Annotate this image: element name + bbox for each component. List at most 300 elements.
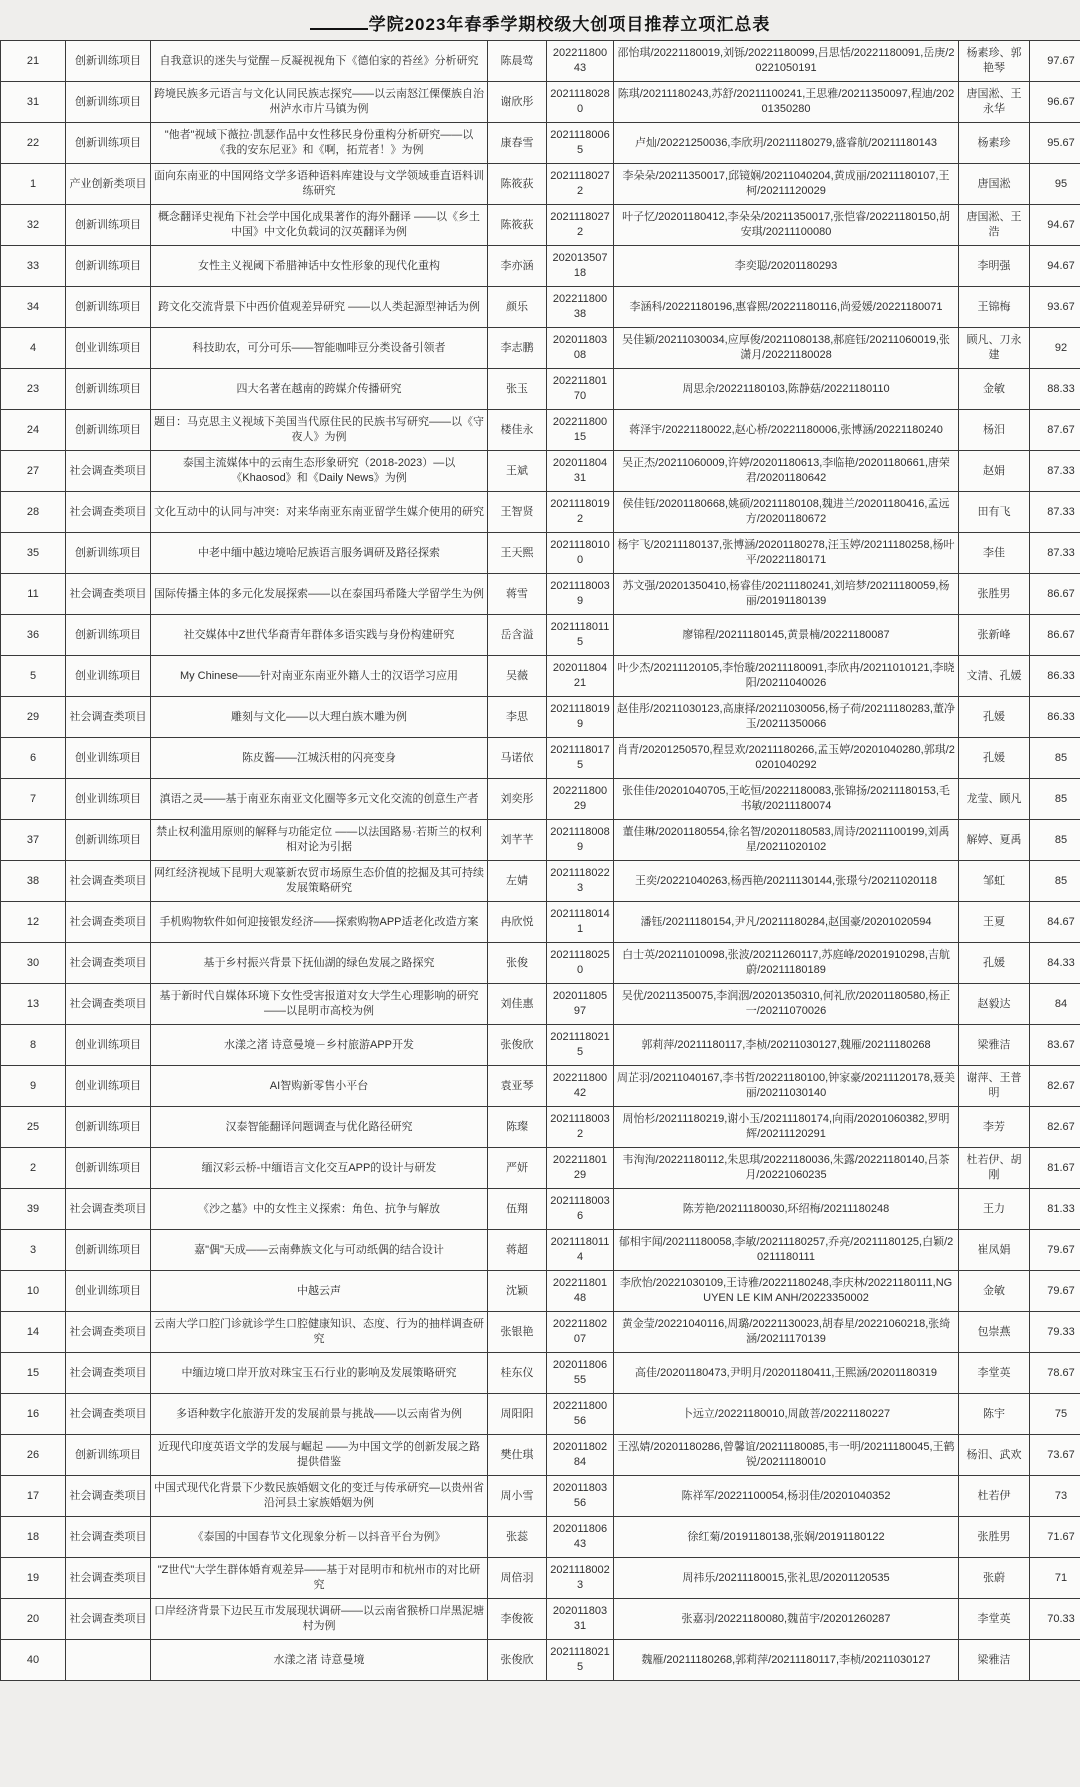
cell-type: 创新训练项目 bbox=[66, 1107, 151, 1148]
cell-student_id: 20211180023 bbox=[547, 1558, 614, 1599]
cell-leader: 刘佳惠 bbox=[488, 984, 547, 1025]
cell-no: 12 bbox=[1, 902, 66, 943]
cell-student_id: 20221180043 bbox=[547, 41, 614, 82]
cell-title: 跨境民族多元语言与文化认同民族志探究——以云南怒江傈僳族自治州泸水市片马镇为例 bbox=[151, 82, 488, 123]
cell-score: 73.67 bbox=[1030, 1435, 1080, 1476]
cell-type: 创新训练项目 bbox=[66, 1230, 151, 1271]
cell-score: 84 bbox=[1030, 984, 1080, 1025]
cell-advisors: 王夏 bbox=[959, 902, 1030, 943]
cell-type: 社会调查类项目 bbox=[66, 697, 151, 738]
cell-leader: 李亦涵 bbox=[488, 246, 547, 287]
table-row bbox=[1, 205, 1080, 246]
cell-type: 社会调查类项目 bbox=[66, 861, 151, 902]
cell-score: 95.67 bbox=[1030, 123, 1080, 164]
cell-student_id: 20201180308 bbox=[547, 328, 614, 369]
cell-type: 创业训练项目 bbox=[66, 1271, 151, 1312]
cell-no: 6 bbox=[1, 738, 66, 779]
cell-members: 吴优/20211350075,李润洇/20201350310,何礼欣/20201180580,杨正一/20211070026 bbox=[614, 984, 959, 1025]
cell-score: 92 bbox=[1030, 328, 1080, 369]
cell-leader: 张银艳 bbox=[488, 1312, 547, 1353]
cell-leader: 周小雪 bbox=[488, 1476, 547, 1517]
cell-score: 71 bbox=[1030, 1558, 1080, 1599]
table-row bbox=[1, 369, 1080, 410]
cell-leader: 蒋雪 bbox=[488, 574, 547, 615]
cell-members: 王奕/20221040263,杨西艳/20211130144,张璟兮/20211020118 bbox=[614, 861, 959, 902]
cell-type: 创新训练项目 bbox=[66, 615, 151, 656]
cell-advisors: 李芳 bbox=[959, 1107, 1030, 1148]
cell-leader: 刘奕彤 bbox=[488, 779, 547, 820]
table-row bbox=[1, 492, 1080, 533]
cell-type: 创新训练项目 bbox=[66, 287, 151, 328]
table-row bbox=[1, 451, 1080, 492]
cell-type: 创新训练项目 bbox=[66, 246, 151, 287]
cell-title: 禁止权利滥用原则的解释与功能定位 ——以法国路易·若斯兰的权利相对论为引据 bbox=[151, 820, 488, 861]
cell-score: 85 bbox=[1030, 820, 1080, 861]
cell-type: 社会调查类项目 bbox=[66, 574, 151, 615]
cell-members: 杨宇飞/20211180137,张博涵/20201180278,汪玉婷/20211180258,杨叶平/20221180171 bbox=[614, 533, 959, 574]
cell-student_id: 20211180250 bbox=[547, 943, 614, 984]
cell-student_id: 20211180215 bbox=[547, 1025, 614, 1066]
cell-score: 79.67 bbox=[1030, 1271, 1080, 1312]
cell-members: 周芷羽/20211040167,李书哲/20221180100,钟家豪/20211120178,聂美丽/20211030140 bbox=[614, 1066, 959, 1107]
cell-score: 97.67 bbox=[1030, 41, 1080, 82]
cell-student_id: 20221180015 bbox=[547, 410, 614, 451]
cell-title: 手机购物软件如何迎接银发经济——探索购物APP适老化改造方案 bbox=[151, 902, 488, 943]
cell-title: 口岸经济背景下边民互市发展现状调研——以云南省猴桥口岸黑泥塘村为例 bbox=[151, 1599, 488, 1640]
cell-advisors: 张胜男 bbox=[959, 1517, 1030, 1558]
table-row bbox=[1, 738, 1080, 779]
cell-members: 叶少杰/20211120105,李怡璇/20211180091,李欣冉/20211010121,李晓阳/20211040026 bbox=[614, 656, 959, 697]
cell-score: 94.67 bbox=[1030, 246, 1080, 287]
table-row bbox=[1, 615, 1080, 656]
cell-advisors: 唐国淞、王永华 bbox=[959, 82, 1030, 123]
cell-type bbox=[66, 1640, 151, 1681]
cell-student_id: 20211180115 bbox=[547, 615, 614, 656]
cell-score: 83.67 bbox=[1030, 1025, 1080, 1066]
cell-score: 86.67 bbox=[1030, 615, 1080, 656]
cell-score: 85 bbox=[1030, 861, 1080, 902]
cell-members: 廖锦程/20211180145,黄景楠/20221180087 bbox=[614, 615, 959, 656]
cell-leader: 王智贤 bbox=[488, 492, 547, 533]
cell-members: 白士英/20211010098,张波/20211260117,苏庭峰/20201910298,吉航蔚/20211180189 bbox=[614, 943, 959, 984]
cell-leader: 楼佳永 bbox=[488, 410, 547, 451]
table-row bbox=[1, 656, 1080, 697]
table-row bbox=[1, 1107, 1080, 1148]
cell-type: 社会调查类项目 bbox=[66, 984, 151, 1025]
cell-score: 82.67 bbox=[1030, 1107, 1080, 1148]
cell-score: 81.33 bbox=[1030, 1189, 1080, 1230]
cell-type: 创新训练项目 bbox=[66, 533, 151, 574]
cell-members: 陈琪/20211180243,苏舒/20211100241,王思雅/20211350097,程迪/20201350280 bbox=[614, 82, 959, 123]
cell-advisors: 孔媛 bbox=[959, 697, 1030, 738]
cell-leader: 颜乐 bbox=[488, 287, 547, 328]
cell-no: 2 bbox=[1, 1148, 66, 1189]
cell-type: 创业训练项目 bbox=[66, 779, 151, 820]
cell-no: 13 bbox=[1, 984, 66, 1025]
cell-student_id: 20211180032 bbox=[547, 1107, 614, 1148]
cell-members: 黄金莹/20221040116,周璐/20221130023,胡春星/20221060218,张绮涵/20211170139 bbox=[614, 1312, 959, 1353]
cell-title: 四大名著在越南的跨媒介传播研究 bbox=[151, 369, 488, 410]
cell-student_id: 20221180042 bbox=[547, 1066, 614, 1107]
cell-leader: 李思 bbox=[488, 697, 547, 738]
cell-type: 创新训练项目 bbox=[66, 410, 151, 451]
table-row bbox=[1, 1230, 1080, 1271]
cell-type: 社会调查类项目 bbox=[66, 1599, 151, 1640]
table-row bbox=[1, 574, 1080, 615]
cell-score: 81.67 bbox=[1030, 1148, 1080, 1189]
project-summary-table bbox=[0, 40, 1080, 1681]
cell-type: 社会调查类项目 bbox=[66, 1558, 151, 1599]
cell-no: 28 bbox=[1, 492, 66, 533]
table-row bbox=[1, 1558, 1080, 1599]
cell-advisors: 谢萍、王普明 bbox=[959, 1066, 1030, 1107]
cell-advisors: 杨素珍 bbox=[959, 123, 1030, 164]
cell-student_id: 20211180175 bbox=[547, 738, 614, 779]
cell-no: 1 bbox=[1, 164, 66, 205]
cell-student_id: 20201180597 bbox=[547, 984, 614, 1025]
cell-advisors: 顾凡、刀永建 bbox=[959, 328, 1030, 369]
cell-score: 79.33 bbox=[1030, 1312, 1080, 1353]
cell-leader: 张俊欣 bbox=[488, 1025, 547, 1066]
cell-student_id: 20201350718 bbox=[547, 246, 614, 287]
table-row bbox=[1, 1599, 1080, 1640]
cell-title: 中国式现代化背景下少数民族婚姻文化的变迁与传承研究—以贵州省沿河县土家族婚姻为例 bbox=[151, 1476, 488, 1517]
cell-advisors: 田有飞 bbox=[959, 492, 1030, 533]
cell-student_id: 20221180207 bbox=[547, 1312, 614, 1353]
cell-members: 周思余/20221180103,陈静菇/20221180110 bbox=[614, 369, 959, 410]
cell-student_id: 20221180170 bbox=[547, 369, 614, 410]
cell-leader: 严妍 bbox=[488, 1148, 547, 1189]
table-row bbox=[1, 1148, 1080, 1189]
cell-student_id: 20211180272 bbox=[547, 205, 614, 246]
cell-title: "Z世代"大学生群体婚育观差异——基于对昆明市和杭州市的对比研究 bbox=[151, 1558, 488, 1599]
cell-leader: 伍翔 bbox=[488, 1189, 547, 1230]
cell-members: 董佳琳/20201180554,徐名智/20201180583,周诗/20211100199,刘禹星/20211020102 bbox=[614, 820, 959, 861]
cell-leader: 马诺依 bbox=[488, 738, 547, 779]
cell-members: 周祎乐/20211180015,张礼思/20201120535 bbox=[614, 1558, 959, 1599]
cell-members: 陈祥军/20221100054,杨羽佳/20201040352 bbox=[614, 1476, 959, 1517]
cell-advisors: 李堂英 bbox=[959, 1353, 1030, 1394]
cell-advisors: 邹虹 bbox=[959, 861, 1030, 902]
cell-student_id: 20201180655 bbox=[547, 1353, 614, 1394]
cell-advisors: 梁雅洁 bbox=[959, 1640, 1030, 1681]
page-title bbox=[0, 0, 1080, 34]
cell-advisors: 包崇燕 bbox=[959, 1312, 1030, 1353]
table-row bbox=[1, 164, 1080, 205]
table-row bbox=[1, 246, 1080, 287]
cell-advisors: 李明强 bbox=[959, 246, 1030, 287]
cell-members: 周怡杉/20211180219,谢小玉/20211180174,向雨/20201060382,罗明辉/20211120291 bbox=[614, 1107, 959, 1148]
cell-no: 26 bbox=[1, 1435, 66, 1476]
cell-type: 创业训练项目 bbox=[66, 328, 151, 369]
cell-title: 中老中缅中越边境哈尼族语言服务调研及路径探索 bbox=[151, 533, 488, 574]
cell-student_id: 20211180039 bbox=[547, 574, 614, 615]
cell-advisors: 杜若伊 bbox=[959, 1476, 1030, 1517]
cell-leader: 王斌 bbox=[488, 451, 547, 492]
cell-title: My Chinese——针对南亚东南亚外籍人士的汉语学习应用 bbox=[151, 656, 488, 697]
cell-no: 34 bbox=[1, 287, 66, 328]
cell-title: 题目：马克思主义视域下美国当代原住民的民族书写研究——以《守夜人》为例 bbox=[151, 410, 488, 451]
cell-members: 李欣怡/20221030109,王诗雅/20221180248,李庆林/20221180111,NGUYEN LE KIM ANH/20223350002 bbox=[614, 1271, 959, 1312]
cell-advisors: 赵毅达 bbox=[959, 984, 1030, 1025]
cell-type: 创新训练项目 bbox=[66, 369, 151, 410]
cell-type: 社会调查类项目 bbox=[66, 1476, 151, 1517]
cell-student_id: 20211180089 bbox=[547, 820, 614, 861]
cell-leader: 康春雪 bbox=[488, 123, 547, 164]
table-row bbox=[1, 1271, 1080, 1312]
cell-type: 创新训练项目 bbox=[66, 205, 151, 246]
cell-score: 88.33 bbox=[1030, 369, 1080, 410]
cell-title: 雕刻与文化——以大理白族木雕为例 bbox=[151, 697, 488, 738]
cell-title: 泰国主流媒体中的云南生态形象研究（2018-2023）—以《Khaosod》和《Daily News》为例 bbox=[151, 451, 488, 492]
cell-leader: 张玉 bbox=[488, 369, 547, 410]
cell-no: 10 bbox=[1, 1271, 66, 1312]
table-row bbox=[1, 41, 1080, 82]
cell-type: 创业训练项目 bbox=[66, 738, 151, 779]
cell-type: 社会调查类项目 bbox=[66, 943, 151, 984]
page-title-text: 学院2023年春季学期校级大创项目推荐立项汇总表 bbox=[368, 15, 771, 34]
cell-type: 创新训练项目 bbox=[66, 41, 151, 82]
cell-no: 31 bbox=[1, 82, 66, 123]
cell-title: 云南大学口腔门诊就诊学生口腔健康知识、态度、行为的抽样调查研究 bbox=[151, 1312, 488, 1353]
cell-type: 社会调查类项目 bbox=[66, 902, 151, 943]
cell-no: 3 bbox=[1, 1230, 66, 1271]
cell-title: AI智购新零售小平台 bbox=[151, 1066, 488, 1107]
cell-no: 9 bbox=[1, 1066, 66, 1107]
cell-type: 社会调查类项目 bbox=[66, 1353, 151, 1394]
cell-advisors: 杨汨、武欢 bbox=[959, 1435, 1030, 1476]
cell-advisors: 杨汨 bbox=[959, 410, 1030, 451]
cell-student_id: 20211180199 bbox=[547, 697, 614, 738]
cell-score: 93.67 bbox=[1030, 287, 1080, 328]
cell-type: 创新训练项目 bbox=[66, 1148, 151, 1189]
cell-no: 18 bbox=[1, 1517, 66, 1558]
cell-advisors: 唐国淞 bbox=[959, 164, 1030, 205]
cell-title: 水漾之渚 诗意曼境 bbox=[151, 1640, 488, 1681]
cell-title: 基于新时代自媒体环境下女性受害报道对女大学生心理影响的研究——以昆明市高校为例 bbox=[151, 984, 488, 1025]
cell-members: 韦洵洵/20221180112,朱思琪/20221180036,朱露/20221180140,吕茶月/20221060235 bbox=[614, 1148, 959, 1189]
table-row bbox=[1, 287, 1080, 328]
cell-advisors: 李堂英 bbox=[959, 1599, 1030, 1640]
cell-title: 《沙之墓》中的女性主义探索：角色、抗争与解放 bbox=[151, 1189, 488, 1230]
cell-title: 女性主义视阈下希腊神话中女性形象的现代化重构 bbox=[151, 246, 488, 287]
cell-score: 84.67 bbox=[1030, 902, 1080, 943]
cell-type: 社会调查类项目 bbox=[66, 1394, 151, 1435]
cell-advisors: 文清、孔媛 bbox=[959, 656, 1030, 697]
cell-members: 卢灿/20221250036,李欣玥/20211180279,盛睿航/20211180143 bbox=[614, 123, 959, 164]
cell-score: 73 bbox=[1030, 1476, 1080, 1517]
cell-no: 30 bbox=[1, 943, 66, 984]
cell-leader: 冉欣悦 bbox=[488, 902, 547, 943]
cell-no: 39 bbox=[1, 1189, 66, 1230]
cell-student_id: 20221180148 bbox=[547, 1271, 614, 1312]
cell-student_id: 20211180065 bbox=[547, 123, 614, 164]
cell-leader: 桂东仪 bbox=[488, 1353, 547, 1394]
cell-title: 多语种数字化旅游开发的发展前景与挑战——以云南省为例 bbox=[151, 1394, 488, 1435]
cell-score: 87.67 bbox=[1030, 410, 1080, 451]
cell-type: 创业训练项目 bbox=[66, 1025, 151, 1066]
table-row bbox=[1, 697, 1080, 738]
table-row bbox=[1, 1312, 1080, 1353]
cell-members: 陈芳艳/20211180030,环绍梅/20211180248 bbox=[614, 1189, 959, 1230]
cell-student_id: 20211180114 bbox=[547, 1230, 614, 1271]
cell-members: 赵佳彤/20211030123,高康择/20211030056,杨子荷/20211180283,董净玉/20211350066 bbox=[614, 697, 959, 738]
cell-title: 面向东南亚的中国网络文学多语种语料库建设与文学领域垂直语料训练研究 bbox=[151, 164, 488, 205]
table-row bbox=[1, 533, 1080, 574]
cell-no: 21 bbox=[1, 41, 66, 82]
cell-leader: 吴薇 bbox=[488, 656, 547, 697]
table-row bbox=[1, 410, 1080, 451]
cell-advisors: 解婷、夏禹 bbox=[959, 820, 1030, 861]
cell-advisors: 龙莹、顾凡 bbox=[959, 779, 1030, 820]
cell-score: 87.33 bbox=[1030, 533, 1080, 574]
cell-members: 张嘉羽/20221180080,魏苗宇/20201260287 bbox=[614, 1599, 959, 1640]
cell-advisors: 杜若伊、胡刚 bbox=[959, 1148, 1030, 1189]
cell-score: 85 bbox=[1030, 738, 1080, 779]
cell-advisors: 王锦梅 bbox=[959, 287, 1030, 328]
cell-type: 社会调查类项目 bbox=[66, 1312, 151, 1353]
cell-no: 7 bbox=[1, 779, 66, 820]
cell-members: 魏雁/20211180268,郭莉萍/20211180117,李桢/20211030127 bbox=[614, 1640, 959, 1681]
cell-no: 17 bbox=[1, 1476, 66, 1517]
cell-title: 近现代印度英语文学的发展与崛起 ——为中国文学的创新发展之路提供借鉴 bbox=[151, 1435, 488, 1476]
cell-advisors: 陈宇 bbox=[959, 1394, 1030, 1435]
cell-no: 38 bbox=[1, 861, 66, 902]
cell-student_id: 20201180331 bbox=[547, 1599, 614, 1640]
cell-advisors: 金敏 bbox=[959, 369, 1030, 410]
table-row bbox=[1, 82, 1080, 123]
cell-leader: 岳含溢 bbox=[488, 615, 547, 656]
cell-members: 李奕聪/20201180293 bbox=[614, 246, 959, 287]
table-row bbox=[1, 1353, 1080, 1394]
cell-leader: 谢欣彤 bbox=[488, 82, 547, 123]
cell-score: 71.67 bbox=[1030, 1517, 1080, 1558]
cell-student_id: 20211180272 bbox=[547, 164, 614, 205]
cell-members: 邵怡琪/20221180019,刘铄/20221180099,吕思恬/20221180091,岳庚/20221050191 bbox=[614, 41, 959, 82]
cell-no: 33 bbox=[1, 246, 66, 287]
cell-score: 82.67 bbox=[1030, 1066, 1080, 1107]
cell-no: 19 bbox=[1, 1558, 66, 1599]
cell-score: 78.67 bbox=[1030, 1353, 1080, 1394]
cell-score: 85 bbox=[1030, 779, 1080, 820]
cell-title: 《泰国的中国春节文化现象分析－以抖音平台为例》 bbox=[151, 1517, 488, 1558]
cell-student_id: 20201180421 bbox=[547, 656, 614, 697]
cell-advisors: 张蔚 bbox=[959, 1558, 1030, 1599]
table-row bbox=[1, 902, 1080, 943]
cell-advisors: 金敏 bbox=[959, 1271, 1030, 1312]
cell-leader: 李俊筱 bbox=[488, 1599, 547, 1640]
table-row bbox=[1, 779, 1080, 820]
cell-members: 张佳佳/20201040705,王屹恒/20221180083,张锦扬/20211180153,毛书敏/20211180074 bbox=[614, 779, 959, 820]
cell-score: 84.33 bbox=[1030, 943, 1080, 984]
cell-student_id: 20211180215 bbox=[547, 1640, 614, 1681]
cell-score: 86.67 bbox=[1030, 574, 1080, 615]
cell-leader: 陈璨 bbox=[488, 1107, 547, 1148]
cell-members: 李朵朵/20211350017,邱镜娴/20211040204,黄成丽/20211180107,王柯/20211120029 bbox=[614, 164, 959, 205]
cell-title: 中缅边境口岸开放对珠宝玉石行业的影响及发展策略研究 bbox=[151, 1353, 488, 1394]
cell-advisors: 崔凤娟 bbox=[959, 1230, 1030, 1271]
cell-student_id: 20211180141 bbox=[547, 902, 614, 943]
cell-type: 创新训练项目 bbox=[66, 820, 151, 861]
cell-no: 27 bbox=[1, 451, 66, 492]
cell-leader: 陈筱荻 bbox=[488, 164, 547, 205]
cell-no: 24 bbox=[1, 410, 66, 451]
cell-members: 苏文强/20201350410,杨睿佳/20211180241,刘培梦/20211180059,杨丽/20191180139 bbox=[614, 574, 959, 615]
cell-members: 吴佳颖/20211030034,应厚俊/20211080138,郝庭钰/20211060019,张潇月/20221180028 bbox=[614, 328, 959, 369]
cell-no: 37 bbox=[1, 820, 66, 861]
cell-title: 国际传播主体的多元化发展探索——以在泰国玛希隆大学留学生为例 bbox=[151, 574, 488, 615]
cell-no: 36 bbox=[1, 615, 66, 656]
cell-members: 高佳/20201180473,尹明月/20201180411,王熙涵/20201180319 bbox=[614, 1353, 959, 1394]
table-row bbox=[1, 861, 1080, 902]
cell-advisors: 赵娟 bbox=[959, 451, 1030, 492]
cell-members: 王泓婧/20201180286,曾馨谊/20211180085,韦一明/20211180045,王鹤锐/20211180010 bbox=[614, 1435, 959, 1476]
table-row bbox=[1, 1189, 1080, 1230]
cell-score: 94.67 bbox=[1030, 205, 1080, 246]
cell-advisors: 孔媛 bbox=[959, 738, 1030, 779]
cell-title: 中越云声 bbox=[151, 1271, 488, 1312]
cell-advisors: 孔媛 bbox=[959, 943, 1030, 984]
cell-score: 79.67 bbox=[1030, 1230, 1080, 1271]
table-row bbox=[1, 984, 1080, 1025]
cell-title: 跨文化交流背景下中西价值观差异研究 ——以人类起源型神话为例 bbox=[151, 287, 488, 328]
table-row bbox=[1, 1066, 1080, 1107]
cell-type: 社会调查类项目 bbox=[66, 1517, 151, 1558]
cell-no: 15 bbox=[1, 1353, 66, 1394]
cell-leader: 樊仕琪 bbox=[488, 1435, 547, 1476]
cell-no: 22 bbox=[1, 123, 66, 164]
table-row bbox=[1, 1435, 1080, 1476]
cell-leader: 蒋超 bbox=[488, 1230, 547, 1271]
cell-score: 87.33 bbox=[1030, 451, 1080, 492]
cell-student_id: 20221180129 bbox=[547, 1148, 614, 1189]
cell-title: 社交媒体中Z世代华裔青年群体多语实践与身份构建研究 bbox=[151, 615, 488, 656]
cell-score: 86.33 bbox=[1030, 656, 1080, 697]
cell-advisors: 王力 bbox=[959, 1189, 1030, 1230]
table-row bbox=[1, 123, 1080, 164]
cell-leader: 李志鹏 bbox=[488, 328, 547, 369]
cell-no: 11 bbox=[1, 574, 66, 615]
cell-score: 70.33 bbox=[1030, 1599, 1080, 1640]
cell-student_id: 20211180100 bbox=[547, 533, 614, 574]
cell-student_id: 20201180643 bbox=[547, 1517, 614, 1558]
cell-no: 32 bbox=[1, 205, 66, 246]
table-row bbox=[1, 1025, 1080, 1066]
cell-no: 4 bbox=[1, 328, 66, 369]
cell-advisors: 张胜男 bbox=[959, 574, 1030, 615]
cell-no: 8 bbox=[1, 1025, 66, 1066]
cell-no: 29 bbox=[1, 697, 66, 738]
cell-title: 科技助农，可分可乐——智能咖啡豆分类设备引领者 bbox=[151, 328, 488, 369]
cell-type: 产业创新类项目 bbox=[66, 164, 151, 205]
cell-type: 社会调查类项目 bbox=[66, 492, 151, 533]
cell-advisors: 李佳 bbox=[959, 533, 1030, 574]
table-row bbox=[1, 1517, 1080, 1558]
cell-no: 14 bbox=[1, 1312, 66, 1353]
cell-leader: 张俊 bbox=[488, 943, 547, 984]
cell-leader: 陈晨莺 bbox=[488, 41, 547, 82]
cell-title: 文化互动中的认同与冲突：对来华南亚东南亚留学生媒介使用的研究 bbox=[151, 492, 488, 533]
cell-no: 35 bbox=[1, 533, 66, 574]
cell-student_id: 20211180280 bbox=[547, 82, 614, 123]
cell-leader: 沈颖 bbox=[488, 1271, 547, 1312]
cell-no: 16 bbox=[1, 1394, 66, 1435]
cell-members: 郁相宇闻/20211180058,李敏/20211180257,乔亮/20211180125,白颖/20211180111 bbox=[614, 1230, 959, 1271]
cell-title: 概念翻译史视角下社会学中国化成果著作的海外翻译 ——以《乡土中国》中文化负载词的汉英翻译为例 bbox=[151, 205, 488, 246]
cell-leader: 张蕊 bbox=[488, 1517, 547, 1558]
cell-student_id: 20221180029 bbox=[547, 779, 614, 820]
cell-members: 蒋泽宇/20221180022,赵心桥/20221180006,张博涵/20221180240 bbox=[614, 410, 959, 451]
